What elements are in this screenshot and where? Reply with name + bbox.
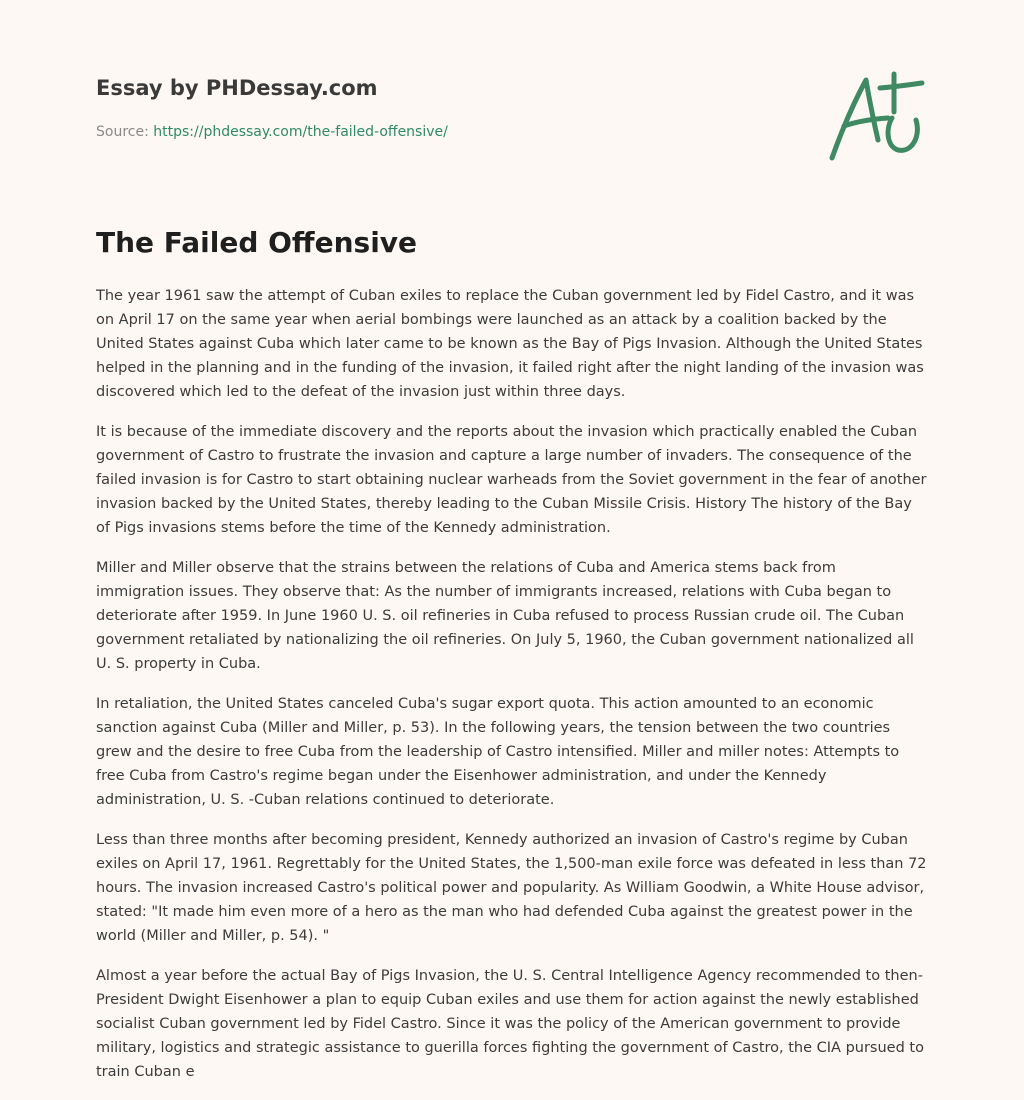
a-plus-grade-icon xyxy=(822,68,926,164)
source-link[interactable]: https://phdessay.com/the-failed-offensive/ xyxy=(153,124,448,140)
letter-a-crossbar xyxy=(844,118,888,126)
essay-title: The Failed Offensive xyxy=(96,226,418,259)
smile-stroke xyxy=(888,118,917,150)
plus-horizontal-stroke xyxy=(880,83,922,88)
essay-paragraph: The year 1961 saw the attempt of Cuban exiles to replace the Cuban government led by Fidel Castro, and it was on April 17 on the same year when aerial bombings were launched as an attack by a coalition backed by the United States against Cuba which later came to be known as the Bay of Pigs Invasion. Although the United States helped in the planning and in the funding of the invasion, it failed right after the night landing of the invasion was discovered which led to the defeat of the invasion just within three days. xyxy=(96,288,924,400)
site-title: Essay by PHDessay.com xyxy=(96,76,378,100)
source-label: Source: xyxy=(96,124,149,140)
source-line xyxy=(96,124,448,140)
essay-paragraph: Less than three months after becoming president, Kennedy authorized an invasion of Castro's regime by Cuban exiles on April 17, 1961. Regrettably for the United States, the 1,500-man exile force was defeated in less than 72 hours. The invasion increased Castro's political power and popularity. As William Goodwin, a White House advisor, stated: "It made him even more of a hero as the man who had defended Cuba against the greatest power in the world (Miller and Miller, p. 54). " xyxy=(96,832,927,944)
essay-paragraph: Almost a year before the actual Bay of Pigs Invasion, the U. S. Central Intelligence Agency recommended to then-President Dwight Eisenhower a plan to equip Cuban exiles and use them for action against the newly established socialist Cuban government led by Fidel Castro. Since it was the policy of the American government to provide military, logistics and strategic assistance to guerilla forces fighting the government of Castro, the CIA pursued to train Cuban e xyxy=(96,968,924,1080)
essay-body xyxy=(96,284,928,1100)
essay-paragraph: It is because of the immediate discovery and the reports about the invasion which practically enabled the Cuban government of Castro to frustrate the invasion and capture a large number of invaders. The consequence of the failed invasion is for Castro to start obtaining nuclear warheads from the Soviet government in the fear of another invasion backed by the United States, thereby leading to the Cuban Missile Crisis. History The history of the Bay of Pigs invasions stems before the time of the Kennedy administration. xyxy=(96,424,927,536)
essay-paragraph: Miller and Miller observe that the strains between the relations of Cuba and America stems back from immigration issues. They observe that: As the number of immigrants increased, relations with Cuba began to deteriorate after 1959. In June 1960 U. S. oil refineries in Cuba refused to process Russian crude oil. The Cuban government retaliated by nationalizing the oil refineries. On July 5, 1960, the Cuban government nationalized all U. S. property in Cuba. xyxy=(96,560,914,672)
essay-paragraph: In retaliation, the United States canceled Cuba's sugar export quota. This action amounted to an economic sanction against Cuba (Miller and Miller, p. 53). In the following years, the tension between the two countries grew and the desire to free Cuba from the leadership of Castro intensified. Miller and miller notes: Attempts to free Cuba from Castro's regime began under the Eisenhower administration, and under the Kennedy administration, U. S. -Cuban relations continued to deteriorate. xyxy=(96,696,900,808)
